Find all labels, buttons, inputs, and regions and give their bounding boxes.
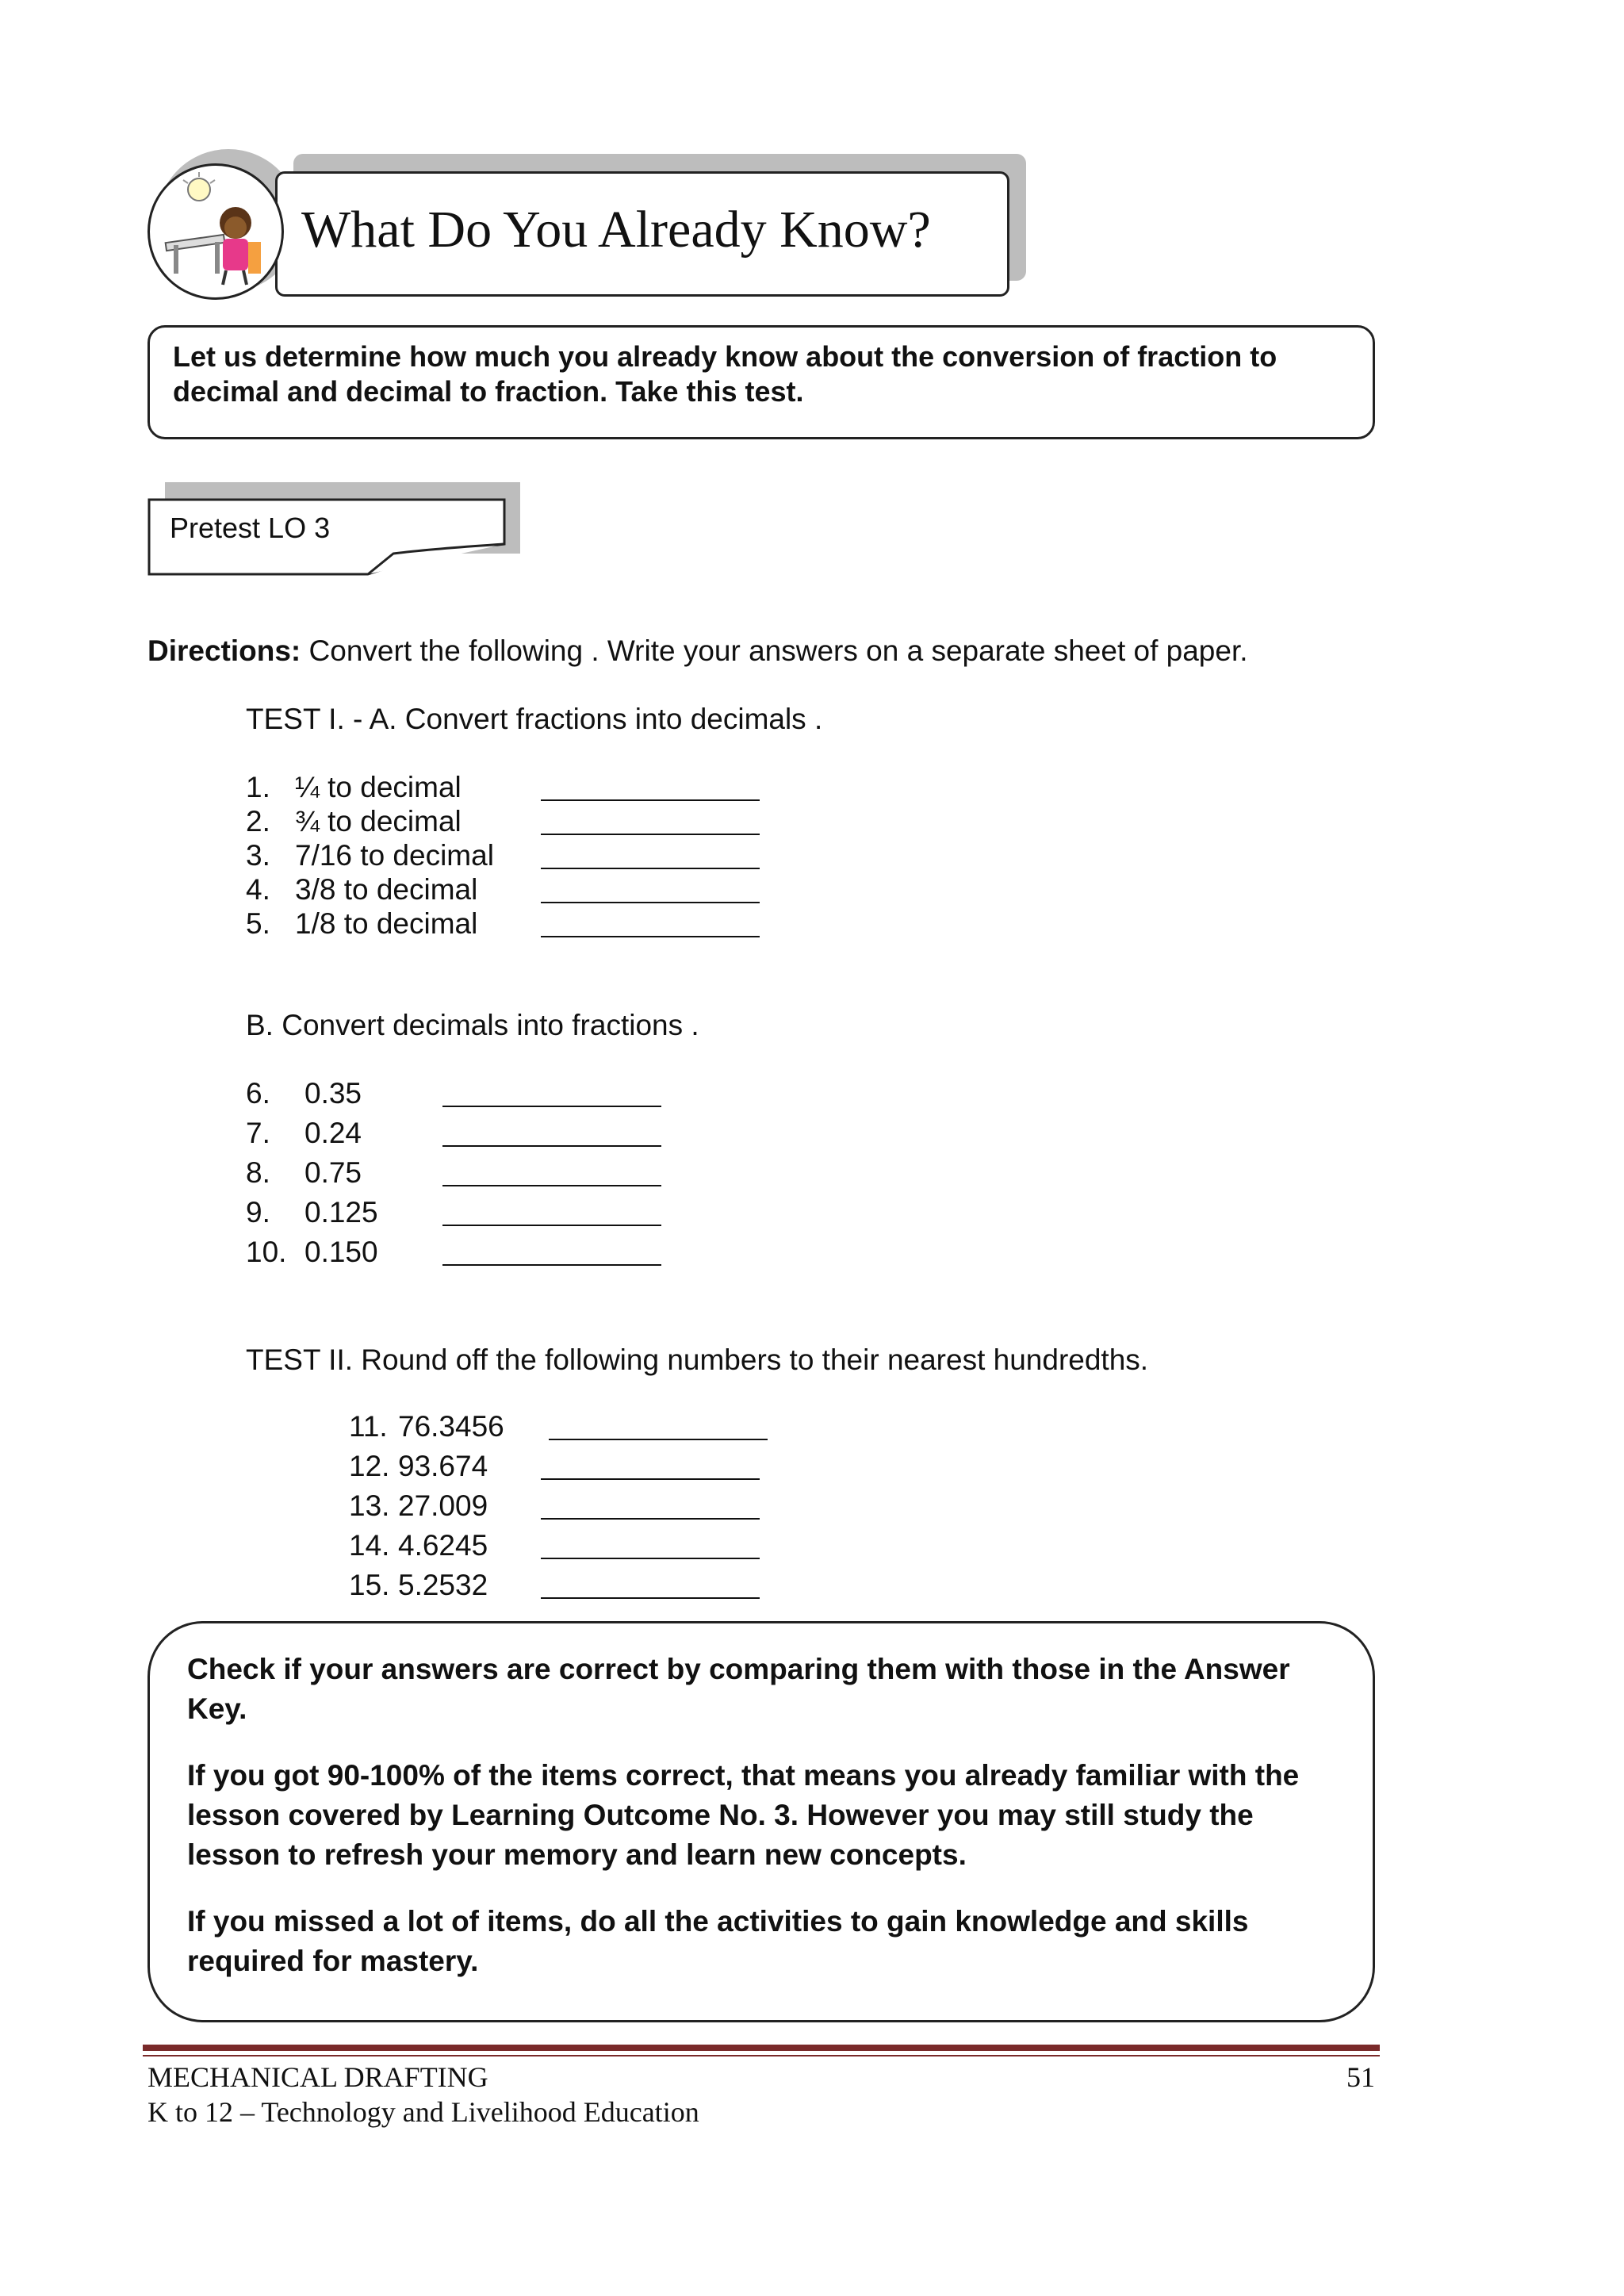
answer-blank xyxy=(442,1264,661,1266)
answer-blank xyxy=(442,1225,661,1226)
directions-label: Directions: xyxy=(147,634,301,667)
item-number: 8. xyxy=(246,1156,270,1189)
item-number: 6. xyxy=(246,1077,270,1110)
answer-blank xyxy=(541,1518,760,1520)
footer-rule xyxy=(143,2045,1380,2051)
answer-blank xyxy=(541,799,760,801)
answer-blank xyxy=(549,1439,768,1440)
item-number: 10. xyxy=(246,1236,287,1268)
item-number: 2. xyxy=(246,805,270,838)
item-text: ¾ to decimal xyxy=(295,805,462,838)
answer-blank xyxy=(541,1558,760,1559)
answer-blank xyxy=(541,1597,760,1599)
item-text: 1/8 to decimal xyxy=(295,907,478,940)
feedback-paragraph-2: If you got 90-100% of the items correct, that means you already familiar with the lesson covered by Learning Outcome No. 3. However you may still study the lesson to refresh your memory and learn new concepts. xyxy=(187,1759,1300,1871)
item-number: 14. xyxy=(349,1529,390,1562)
test2-heading: TEST II. Round off the following numbers to their nearest hundredths. xyxy=(246,1343,1149,1376)
test1-b-heading: B. Convert decimals into fractions . xyxy=(246,1009,699,1041)
item-number: 15. xyxy=(349,1569,390,1601)
banner-circle xyxy=(147,163,284,300)
item-text: 76.3456 xyxy=(398,1410,504,1443)
item-text: 5.2532 xyxy=(398,1569,488,1601)
footer-program: K to 12 – Technology and Livelihood Education xyxy=(147,2096,699,2128)
answer-blank xyxy=(541,936,760,937)
item-text: 0.150 xyxy=(304,1236,378,1268)
item-text: 7/16 to decimal xyxy=(295,839,494,872)
item-text: 93.674 xyxy=(398,1450,488,1482)
item-text: 0.35 xyxy=(304,1077,362,1110)
footer-course: MECHANICAL DRAFTING xyxy=(147,2061,488,2093)
item-text: 27.009 xyxy=(398,1489,488,1522)
item-number: 9. xyxy=(246,1196,270,1228)
answer-blank xyxy=(541,868,760,869)
intro-text: Let us determine how much you already know about the conversion of fraction to decimal and decimal to fraction. Take this test. xyxy=(173,340,1277,408)
item-number: 1. xyxy=(246,771,270,803)
page-number: 51 xyxy=(1346,2061,1375,2093)
footer-rule-thin xyxy=(143,2055,1380,2056)
item-number: 5. xyxy=(246,907,270,940)
item-text: 0.75 xyxy=(304,1156,362,1189)
directions-text: Convert the following . Write your answers on a separate sheet of paper. xyxy=(301,634,1248,667)
item-number: 13. xyxy=(349,1489,390,1522)
item-text: 0.24 xyxy=(304,1117,362,1149)
feedback-paragraph-1: Check if your answers are correct by comparing them with those in the Answer Key. xyxy=(187,1653,1290,1725)
answer-blank xyxy=(541,902,760,903)
item-number: 3. xyxy=(246,839,270,872)
feedback-paragraph-3: If you missed a lot of items, do all the activities to gain knowledge and skills required for mastery. xyxy=(187,1905,1249,1977)
item-text: 3/8 to decimal xyxy=(295,873,478,906)
directions xyxy=(147,634,1248,668)
answer-blank xyxy=(442,1106,661,1107)
item-text: ¼ to decimal xyxy=(295,771,462,803)
answer-blank xyxy=(442,1185,661,1186)
pretest-label: Pretest LO 3 xyxy=(170,512,331,544)
item-number: 11. xyxy=(349,1410,388,1443)
answer-blank xyxy=(541,834,760,835)
item-number: 12. xyxy=(349,1450,390,1482)
test1-a-heading: TEST I. - A. Convert fractions into decimals . xyxy=(246,703,823,735)
student-at-desk-icon xyxy=(150,166,282,297)
item-number: 7. xyxy=(246,1117,270,1149)
answer-blank xyxy=(442,1145,661,1147)
item-text: 0.125 xyxy=(304,1196,378,1228)
answer-blank xyxy=(541,1478,760,1480)
item-text: 4.6245 xyxy=(398,1529,488,1562)
item-number: 4. xyxy=(246,873,270,906)
page-title: What Do You Already Know? xyxy=(301,201,931,259)
